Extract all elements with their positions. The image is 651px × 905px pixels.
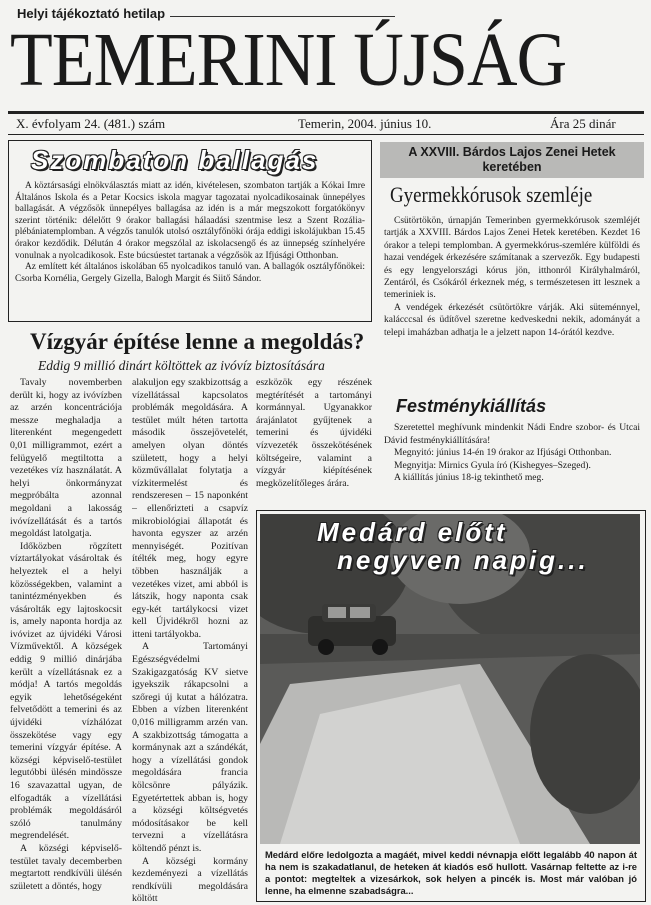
article-graduation-title: Szombaton ballagás (31, 145, 319, 175)
article-graduation-box (8, 140, 372, 322)
article-graduation-p2: Az említett két általános iskolában 65 nyolcadikos tanuló van. A ballagók osztályfőnökei: Csorba Kornélia, Gergely Gizella, Balogh Margit és Siitő Sándor. (15, 262, 365, 284)
article-water-col1 (10, 377, 122, 903)
article-graduation-body (15, 181, 365, 285)
photo-title-line1: Medárd előtt (317, 517, 508, 547)
choir-headline: A XXVIII. Bárdos Lajos Zenei Hetek keretében (408, 145, 616, 174)
tagline-rule (170, 16, 395, 17)
exhibition-p3: Megnyitja: Mirnics Gyula író (Kishegyes–Szeged). (394, 459, 591, 471)
exhibition-p2: Megnyitó: június 14-én 19 órakor az Ifjúsági Otthonban. (394, 447, 612, 459)
water-col2-p3: A községi kormány kezdeményezi a vízellátás rendkívüli megoldására költött (132, 855, 248, 903)
article-water-title: Vízgyár építése lenne a megoldás? (30, 329, 365, 354)
water-col1-p3: A községi képviselő-testület tavaly decemberben megtartott rendkívüli ülésén született a döntés, hogy (10, 842, 122, 892)
article-water-col3 (256, 377, 372, 497)
water-col1-p1: Tavaly novemberben derült ki, hogy az ivóvízben az arzén koncentrációja messze meghaladja a literenként megengedett 0,01 milligrammot, ezért a felügyelő megtiltotta a vezetékes víz használatát. A helyi önkormányzat megpróbálta azonnal megoldani a lakosság ivóvízellátását és a tartós megoldást latolgatja. (10, 377, 122, 540)
photo-title-line2: negyven napig... (337, 545, 589, 575)
article-graduation-p1: A köztársasági elnökválasztás miatt az idén, kivételesen, szombaton tartják a Kókai Imre Általános Iskola és a Petar Kocsics iskola magyar tagozatai nyolcadikosainak ünnepélyes ballagását. A végzősök ünnepélyes ballagása az idén is a már megszokott forgatókönyv szerint történik: délelőtt 9 órakor ballagási hálaadási szentmise lesz a Szent Rozália-plébániatemplomban. A végzős tanulók utolsó osztályfőnöki órája eddigi iskolájukban 15.45 órakor kezdődik. Délután 4 órakor megszólal az iskolacsengő és az ünnepség színhelyére vonulnak a nyolcadikosok. Este búcsúestet tartanak a végzősök az Ifjúsági Otthonban. (15, 181, 365, 261)
water-col1-p2: Időközben rögzített víztartályokat vásároltak és helyeztek el a helyi közösségekben, valamint a tanintézményekben és vásárolták egy lajtoskocsit is, amely naponta hordja az ivóvizet az újvidéki Városi Vízművektől. A községek eddig 9 millió dinárjába került a vízellátásnak ez a módja! A tartós megoldás egyik lehetőségeként felvetődött a temerini és az újvidéki vízhálózat összekötése vagy egy temerini vízgyár építése. A községi képviselő-testület legutóbbi ülésén mindössze 16 szavazattal ugyan, de elfogadták a vízellátási problémák megoldásáról szóló tanulmány megrendelését. (10, 540, 122, 842)
newspaper-title: TEMERINI ÚJSÁG (10, 18, 567, 102)
choir-p1: Csütörtökön, úrnapján Temerinben gyermekkórusok szemléjét tartják a XXVIII. Bárdos Lajos Zenei Hetek keretében. Kezdet 16 órakor a telepi templomban. A gyermekkórus-szemlére külföldi és hazai vendégek érkezésére számítanak a szervezők. Egy budapesti és egy lengyelországi kórus jön, itthonról Királyhalmáról, Zentáról, és Csókáról érkeznek még, s természetesen itt lesznek a temeriniek is. (384, 216, 640, 301)
price: Ára 25 dinár (550, 116, 616, 131)
choir-body (384, 215, 640, 339)
choir-p2: A vendégek érkezését csütörtökre várják. Aki süteménnyel, kalácccsal és üdítővel szeretne kedveskedni nekik, adományát a telepi imaházban adhatja le a jelzett napon 14-órától kezdve. (384, 302, 640, 338)
water-col3-p1: eszközök egy részének megtérítését a tartományi kormánnyal. Ugyanakkor árajánlatot gyűjtenek a temerini és újvidéki vízvezeték összekötésének költségeire, valamint a vízgyár kiépítésének megközelítőleges árára. (256, 377, 372, 489)
article-water-subtitle: Eddig 9 millió dinárt költöttek az ivóvíz biztosítására (38, 358, 325, 373)
exhibition-body (384, 422, 640, 485)
article-water-col2 (132, 377, 248, 903)
photo-caption: Medárd előre ledolgozta a magáét, mivel keddi névnapja előtt legalább 40 napon át ha nem is szakadatlanul, de heteken át kiadós eső hullott. Vasárnap feltette az i-re a pontot: megteltek a vizesárkok, sok helyen a pincék is. Most már valóban jó lenne, ha elmenne szabadságra... (265, 849, 637, 896)
volume-number: X. évfolyam 24. (481.) szám (16, 116, 166, 131)
choir-headline-band (380, 142, 644, 178)
choir-title: Gyermekkórusok szemléje (390, 182, 593, 207)
water-col2-p1: alakuljon egy szakbizottság a vízellátással kapcsolatos problémák megoldására. A testület múlt héten tartotta második összejövetelét, amelyen olyan döntés született, hogy a helyi közművállalat folytatja a vízkitermelést és rendszeresen – 15 naponként – ellenőrizteti a csapvíz mikrobiológiai állapotát és havonta egyszer az arzén mennyiségét. Pozitívan ítélték meg, hogy egyre többen használják a vezetékes vizet, ami abból is látszik, hogy naponta csak egy-két tartálykocsi vizet kell Újvidékről hozni az itteni tartályokba. (132, 377, 248, 640)
issue-info-bar (8, 111, 644, 135)
photo-feature-box (256, 510, 646, 902)
dateline: Temerin, 2004. június 10. (298, 116, 432, 131)
exhibition-p1: Szeretettel meghívunk mindenkit Nádi Endre szobor- és Utcai Dávid festménykiállítására! (384, 422, 640, 446)
exhibition-p4: A kiállítás június 18-ig tekinthető meg. (394, 472, 544, 484)
exhibition-title: Festménykiállítás (396, 396, 547, 416)
water-col2-p2: A Tartományi Egészségvédelmi Szakigazgatóság KV sietve igyekszik rákapcsolni a szőregi új kutat a hálózatra. Ebben a vízben literenként 0,016 milligramm arzén van. A szakbizottság támogatta a kormánynak azt a szándékát, hogy a vízellátási gondok megoldására francia kölcsönre pályázik. Egyetértettek abban is, hogy a községi költségvetés módosításakor be kell tervezni a vízellátásra költendő pénzt is. (132, 641, 248, 854)
tagline: Helyi tájékoztató hetilap (17, 6, 166, 21)
